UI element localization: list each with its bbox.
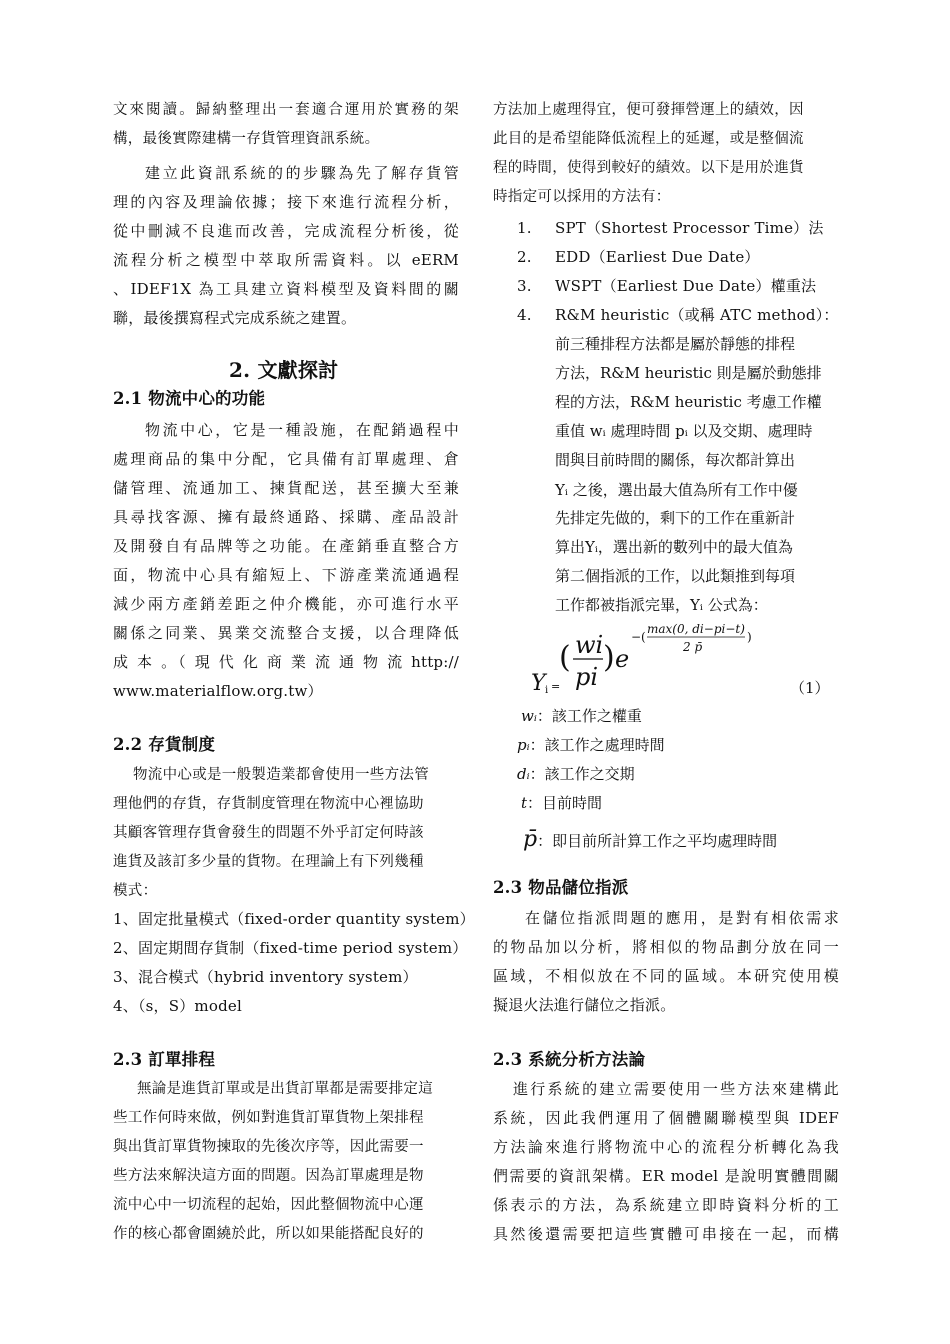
intro-line: 聯，最後撰寫程式完成系統之建置。: [113, 309, 357, 327]
m4-line: 先排定先做的，剩下的工作在重新計: [555, 509, 796, 527]
s21-line: 成 本 。（ 現 代 化 商 業 流 通 物 流 http://: [113, 653, 459, 671]
methodology-line: 進行系統的建立需要使用一些方法來建構此: [513, 1080, 839, 1098]
def-symbol: t: [521, 794, 528, 812]
formula-e: e: [615, 645, 630, 673]
storage-line: 在儲位指派問題的應用，是對有相依需求: [525, 909, 839, 927]
cont-line: 方法加上處理得宜，便可發揮營運上的績效，因: [493, 102, 804, 118]
formula-paren-right: ): [603, 640, 615, 675]
method-text: SPT（Shortest Processor Time）法: [555, 219, 824, 237]
inventory-list-item: 4、（s，S）model: [113, 997, 242, 1015]
inventory-list-item: 3、混合模式（hybrid inventory system）: [113, 968, 418, 986]
storage-line: 區域，不相似放在不同的區域。本研究使用模: [493, 967, 839, 985]
intro-line: 、IDEF1X 為工具建立資料模型及資料間的關: [113, 280, 459, 298]
method-text: R&M heuristic（或稱 ATC method）：: [555, 306, 839, 324]
section-title-2-3: 2.3 訂單排程: [113, 1050, 216, 1069]
intro-line: 建立此資訊系統的的步驟為先了解存貨管: [145, 164, 459, 182]
s22-line: 進貨及該訂多少量的貨物。在理論上有下列幾種: [113, 854, 424, 870]
s21-line: 物流中心，它是一種設施，在配銷過程中: [145, 421, 459, 439]
s22-line: 其顧客管理存貨會發生的問題不外乎訂定何時該: [113, 825, 424, 841]
formula-exp-denominator: 2 p̄: [683, 640, 703, 654]
method-number: 4.: [517, 306, 532, 324]
intro-line: 理的內容及理論依據；接下來進行流程分析，: [113, 193, 459, 211]
def-symbol: pᵢ: [517, 736, 530, 754]
cont-line: 程的時間，使得到較好的績效。以下是用於進貨: [493, 160, 804, 176]
inventory-list-item: 2、固定期間存貨制（fixed-time period system）: [113, 939, 468, 957]
s21-line: 關係之同業、異業交流整合支援，以合理降低: [113, 624, 459, 642]
section-title-storage: 2.3 物品儲位指派: [493, 878, 629, 897]
def-text: ：該工作之交期: [529, 765, 635, 783]
method-text: EDD（Earliest Due Date）: [555, 248, 760, 266]
m4-line: 重值 wᵢ 處理時間 pᵢ 以及交期、處理時: [555, 422, 813, 440]
formula-lhs: Y: [531, 671, 546, 695]
intro-line: 流程分析之模型中萃取所需資料。以 eERM: [113, 251, 459, 269]
s21-line: 面，物流中心具有縮短上、下游產業流通過程: [113, 566, 459, 584]
def-symbol: wᵢ: [521, 707, 537, 725]
cont-line: 此目的是希望能降低流程上的延遲，或是整個流: [493, 131, 804, 147]
m4-line: 方法，R&M heuristic 則是屬於動態排: [555, 364, 822, 382]
storage-line: 的物品加以分析，將相似的物品劃分放在同一: [493, 938, 839, 956]
m4-line: 前三種排程方法都是屬於靜態的排程: [555, 335, 796, 353]
s23-line: 與出貨訂單貨物揀取的先後次序等，因此需要一: [113, 1139, 424, 1155]
m4-line: 算出Yᵢ，選出新的數列中的最大值為: [555, 538, 793, 556]
inventory-list-item: 1、固定批量模式（fixed-order quantity system）: [113, 910, 475, 928]
s21-line: 減少兩方產銷差距之仲介機能，亦可進行水平: [113, 595, 459, 613]
formula-numerator: wi: [575, 631, 604, 659]
formula-equals: =: [551, 680, 561, 693]
intro-line: 從中刪減不良進而改善，完成流程分析後，從: [113, 222, 459, 240]
def-item: [517, 764, 635, 784]
formula-exp-numerator: max(0, di−pi−t): [647, 622, 745, 636]
intro-line: 文來閱讀。歸納整理出一套適合運用於實務的架: [113, 102, 459, 118]
def-item: [521, 706, 642, 726]
method-number: 1.: [517, 219, 532, 237]
method-number: 3.: [517, 277, 532, 295]
s22-line: 物流中心或是一般製造業都會使用一些方法管: [133, 767, 429, 783]
formula-lhs-sub: i: [545, 685, 549, 695]
formula-number: （1）: [790, 679, 830, 697]
s23-line: 些工作何時來做，例如對進貨訂單貨物上架排程: [113, 1110, 424, 1126]
s21-line: 儲管理、流通加工、揀貨配送，甚至擴大至兼: [113, 479, 459, 497]
s21-line: 及開發自有品牌等之功能。在產銷垂直整合方: [113, 537, 459, 555]
def-text: ：即目前所計算工作之平均處理時間: [537, 832, 778, 850]
s23-line: 無論是進貨訂單或是出貨訂單都是需要排定這: [137, 1081, 433, 1097]
def-symbol: dᵢ: [517, 765, 530, 783]
method-text: WSPT（Earliest Due Date）權重法: [555, 277, 817, 295]
methodology-line: 係表示的方法，為系統建立即時資料分析的工: [493, 1196, 839, 1214]
m4-line: 程的方法，R&M heuristic 考慮工作權: [555, 393, 822, 411]
section-title-2-1: 2.1 物流中心的功能: [113, 389, 266, 408]
methodology-line: 方法論來進行將物流中心的流程分析轉化為我: [493, 1138, 839, 1156]
def-item: [521, 793, 602, 813]
section-title-2-2: 2.2 存貨制度: [113, 735, 216, 754]
formula-exp-minus: −(: [631, 630, 646, 644]
def-text: ：該工作之處理時間: [529, 736, 665, 754]
m4-line: 工作都被指派完畢，Yᵢ 公式為：: [555, 596, 768, 614]
m4-line: 第二個指派的工作，以此類推到每項: [555, 567, 796, 585]
s22-line: 理他們的存貨，存貨制度管理在物流中心裡協助: [113, 796, 424, 812]
m4-line: 間與目前時間的關係，每次都計算出: [555, 451, 796, 469]
methodology-line: 們需要的資訊架構。ER model 是說明實體間關: [493, 1167, 839, 1185]
def-text: ：目前時間: [527, 794, 603, 812]
s21-line: 處理商品的集中分配，它具備有訂單處理、倉: [113, 450, 459, 468]
storage-line: 擬退火法進行儲位之指派。: [493, 996, 676, 1014]
formula-paren-left: (: [559, 640, 571, 675]
m4-line: Yᵢ 之後，選出最大值為所有工作中優: [555, 481, 798, 499]
methodology-line: 具然後還需要把這些實體可串接在一起，而構: [493, 1225, 839, 1243]
def-text: ：該工作之權重: [536, 707, 642, 725]
def-item: [517, 735, 665, 755]
s23-line: 作的核心都會圍繞於此，所以如果能搭配良好的: [113, 1226, 424, 1242]
s22-line: 模式：: [113, 883, 158, 899]
cont-line: 時指定可以採用的方法有：: [493, 189, 671, 205]
method-number: 2.: [517, 248, 532, 266]
def-symbol: p̄: [523, 827, 538, 852]
s23-line: 流中心中一切流程的起始，因此整個物流中心運: [113, 1197, 424, 1213]
s21-line: www.materialflow.org.tw）: [113, 682, 323, 700]
s23-line: 些方法來解決這方面的問題。因為訂單處理是物: [113, 1168, 424, 1184]
intro-line: 構，最後實際建構一存貨管理資訊系統。: [113, 131, 380, 147]
methodology-line: 系統，因此我們運用了個體關聯模型與 IDEF: [493, 1109, 839, 1127]
s21-line: 具尋找客源、擁有最終通路、採購、產品設計: [113, 508, 459, 526]
formula-denominator: pi: [575, 663, 599, 691]
chapter-title: 2. 文獻探討: [229, 358, 339, 382]
section-title-methodology: 2.3 系統分析方法論: [493, 1050, 646, 1069]
def-item: [523, 827, 778, 852]
formula-exp-close: ): [747, 630, 752, 644]
